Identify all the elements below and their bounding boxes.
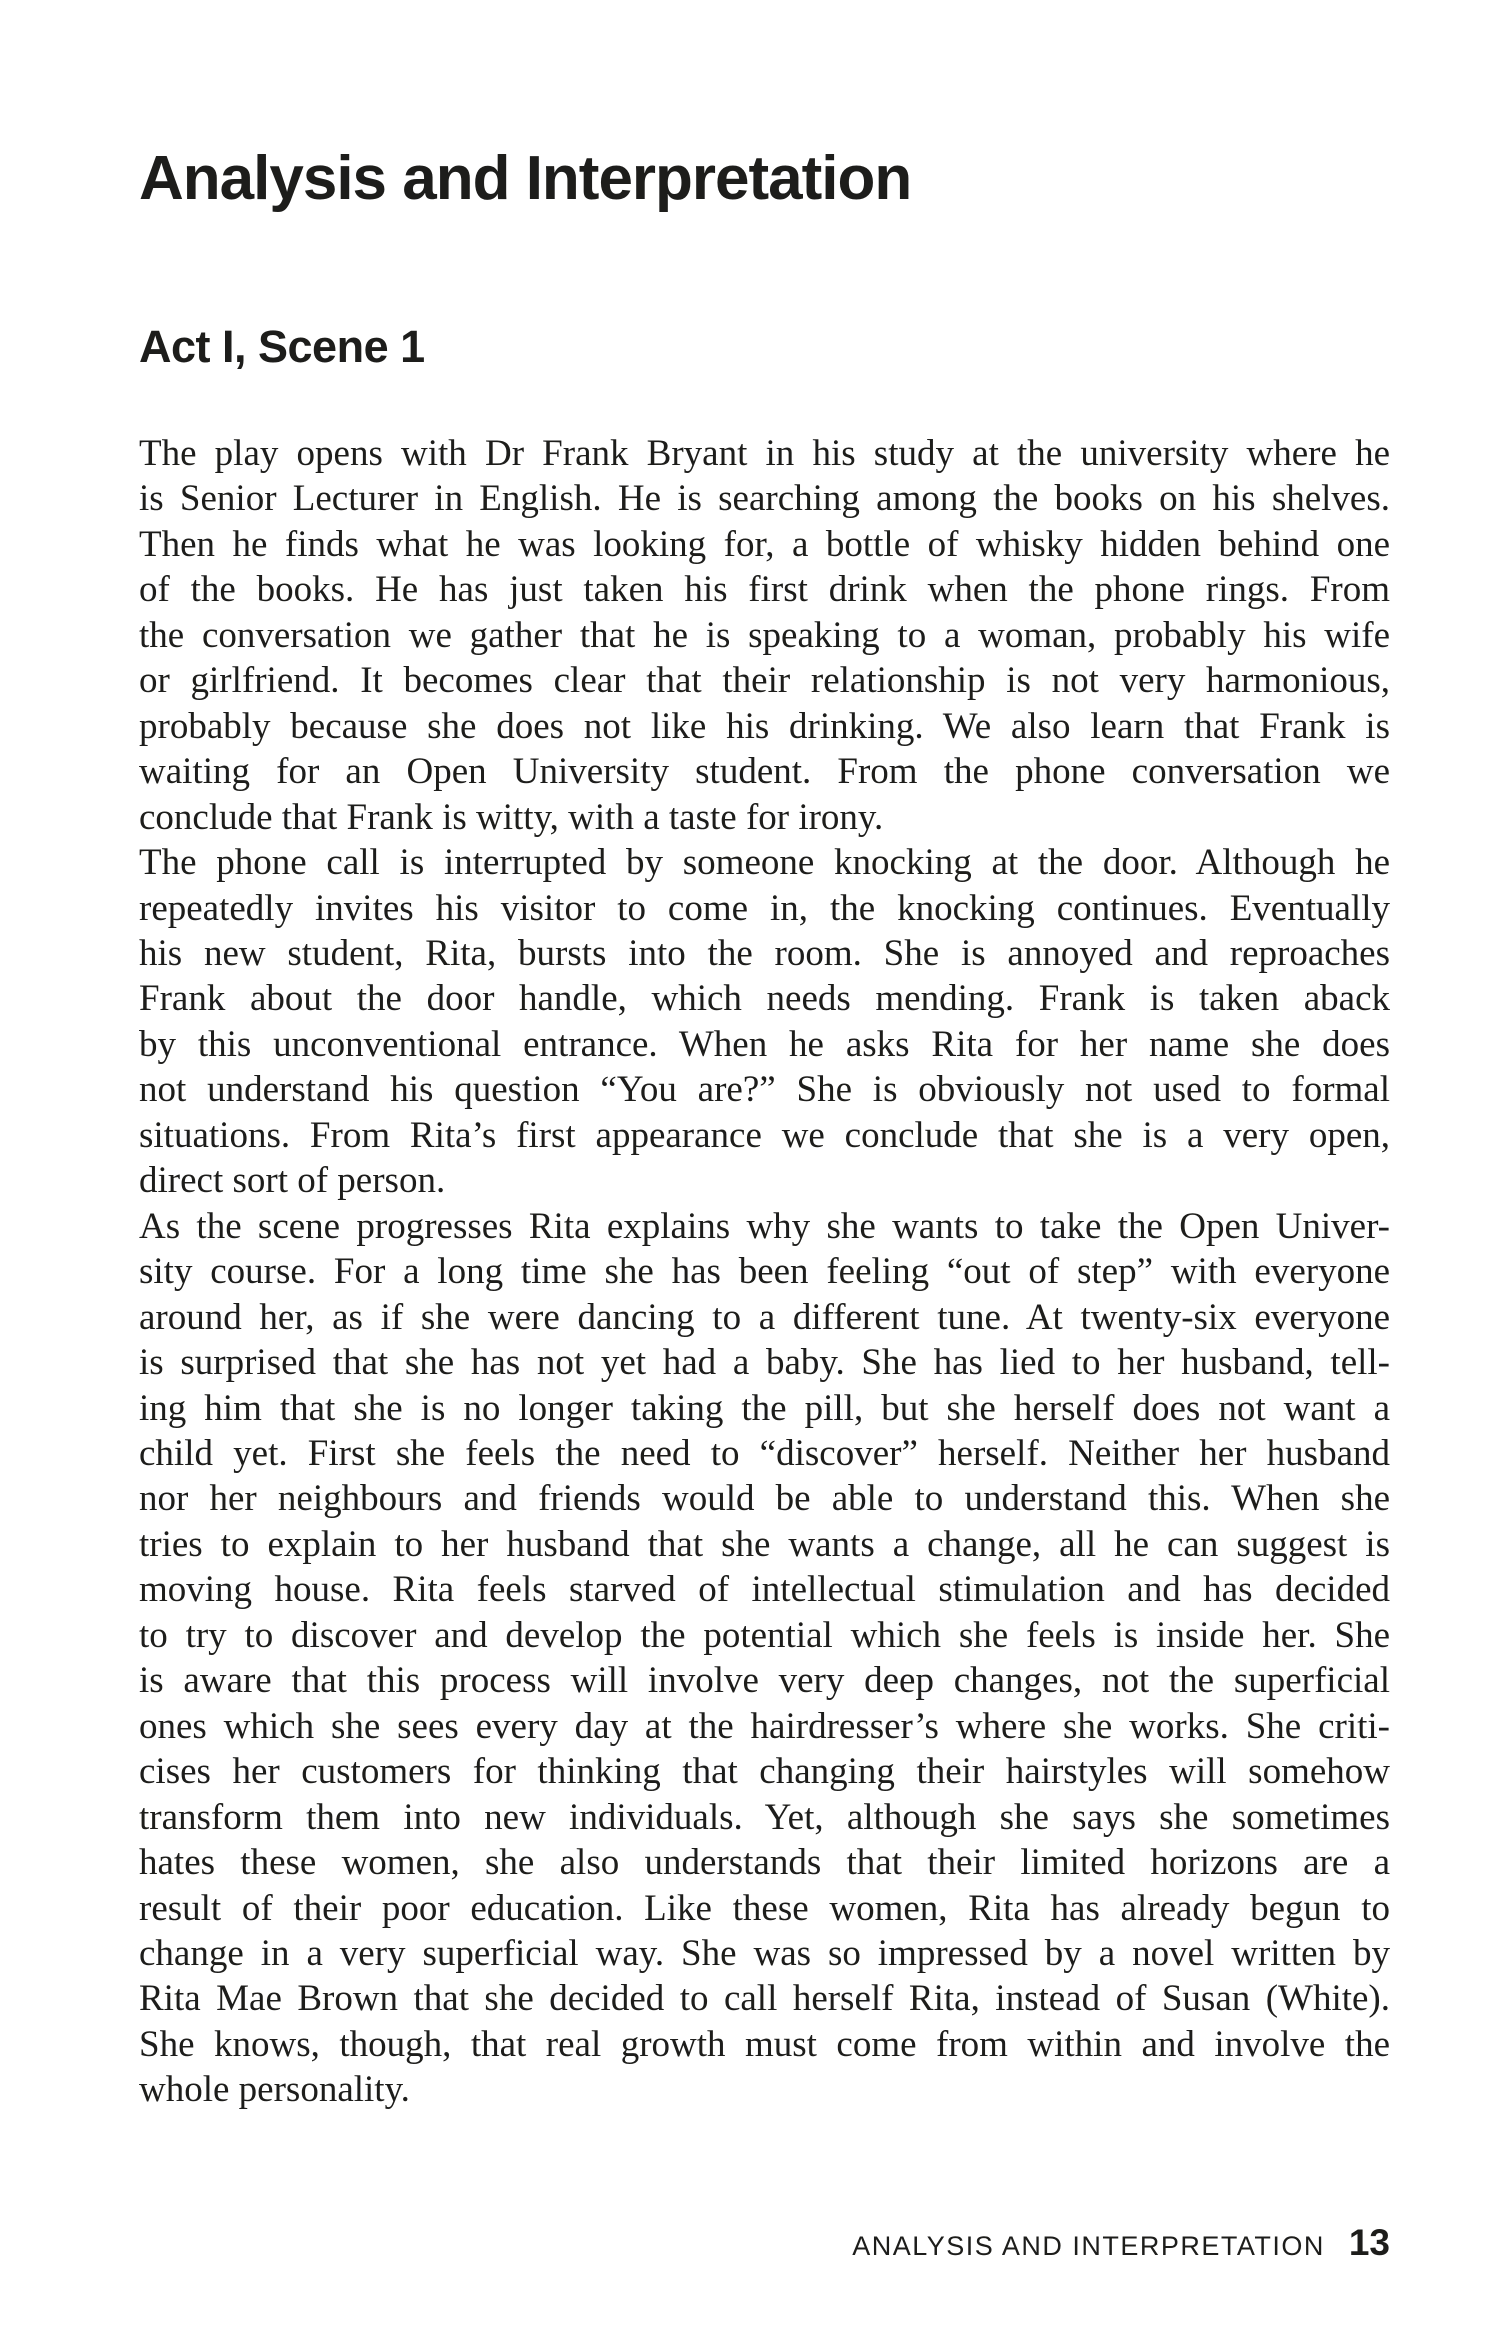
page-title: Analysis and Interpretation [139,144,912,213]
body-line: The phone call is interrupted by someone knocking at the door. Although he [139,842,1390,884]
body-line: direct sort of person. [139,1160,446,1202]
body-line: is aware that this process will involve very deep changes, not the superficial [139,1660,1390,1702]
body-line: not understand his question “You are?” She is obviously not used to formal [139,1069,1390,1111]
running-head: ANALYSIS AND INTERPRETATION [852,2231,1325,2261]
body-line: change in a very superficial way. She was so impressed by a novel written by [139,1932,1390,1974]
body-line: The play opens with Dr Frank Bryant in his study at the university where he [139,433,1390,474]
body-line: moving house. Rita feels starved of intellectual stimulation and has decided [139,1569,1390,1611]
body-line: is Senior Lecturer in English. He is searching among the books on his shelves. [139,478,1390,520]
body-line: to try to discover and develop the potential which she feels is inside her. She [139,1614,1390,1656]
section-heading: Act I, Scene 1 [139,321,425,372]
body-line: hates these women, she also understands that their limited horizons are a [139,1842,1390,1884]
body-text [139,431,1390,2113]
page-footer [852,2222,1390,2264]
body-line: child yet. First she feels the need to “discover” herself. Neither her husband [139,1432,1390,1474]
body-line: situations. From Rita’s first appearance we conclude that she is a very open, [139,1114,1390,1156]
body-line: his new student, Rita, bursts into the room. She is annoyed and reproaches [139,932,1390,974]
body-line: waiting for an Open University student. From the phone conversation we [139,751,1390,793]
body-line: of the books. He has just taken his first drink when the phone rings. From [139,569,1390,611]
body-line: She knows, though, that real growth must come from within and involve the [139,2023,1390,2065]
body-line: repeatedly invites his visitor to come in, the knocking continues. Eventually [139,887,1390,929]
body-line: Frank about the door handle, which needs mending. Frank is taken aback [139,978,1390,1020]
body-line: ing him that she is no longer taking the pill, but she herself does not want a [139,1387,1390,1429]
body-line: conclude that Frank is witty, with a taste for irony. [139,796,884,838]
body-line: probably because she does not like his drinking. We also learn that Frank is [139,705,1390,747]
body-line: Rita Mae Brown that she decided to call herself Rita, instead of Susan (White). [139,1978,1390,2020]
body-line: As the scene progresses Rita explains why she wants to take the Open Univer- [139,1205,1390,1247]
body-line: tries to explain to her husband that she wants a change, all he can suggest is [139,1523,1390,1565]
body-line: nor her neighbours and friends would be able to understand this. When she [139,1478,1390,1520]
body-line: cises her customers for thinking that changing their hairstyles will somehow [139,1751,1390,1793]
body-line: sity course. For a long time she has been feeling “out of step” with everyone [139,1251,1390,1293]
body-line: whole personality. [139,2069,410,2111]
body-line: is surprised that she has not yet had a baby. She has lied to her husband, tell- [139,1342,1390,1384]
body-line: Then he finds what he was looking for, a bottle of whisky hidden behind one [139,523,1390,565]
body-line: around her, as if she were dancing to a different tune. At twenty-six everyone [139,1296,1390,1338]
body-line: by this unconventional entrance. When he asks Rita for her name she does [139,1023,1390,1065]
body-line: result of their poor education. Like these women, Rita has already begun to [139,1887,1390,1929]
body-line: the conversation we gather that he is speaking to a woman, probably his wife [139,614,1390,656]
body-line: ones which she sees every day at the hairdresser’s where she works. She criti- [139,1705,1390,1747]
body-line: transform them into new individuals. Yet, although she says she sometimes [139,1796,1390,1838]
page-number: 13 [1348,2222,1390,2263]
body-line: or girlfriend. It becomes clear that their relationship is not very harmonious, [139,660,1390,702]
